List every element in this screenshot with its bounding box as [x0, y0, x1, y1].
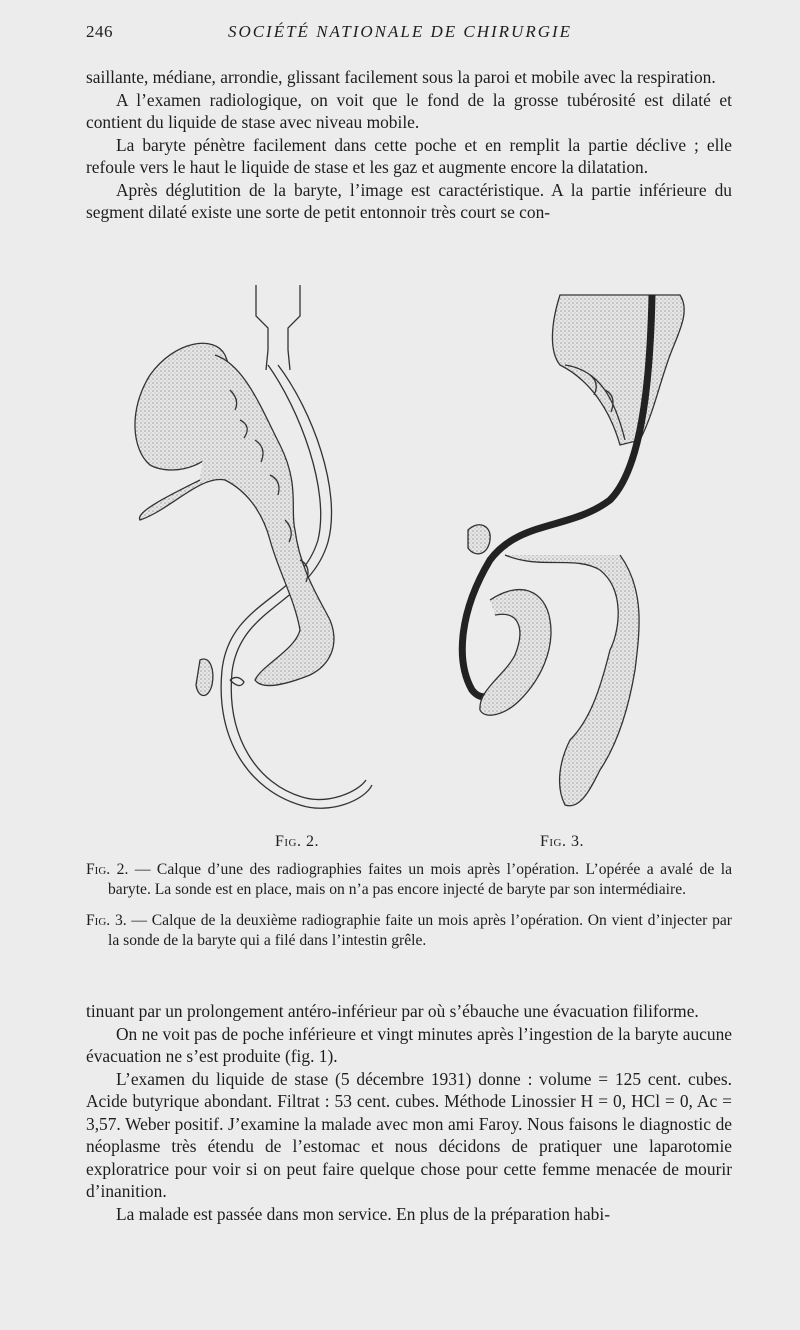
paragraph: L’examen du liquide de stase (5 décembre 1931) donne : volume = 125 cent. cubes. Acide butyrique abondant. Filtrat : 53 cent. cubes. Méthode Linossier H = 0, HCl = 0, Ac = 3,57. Weber positif. J’examine la malade avec mon ami Faroy. Nous faisons le diagnostic de néoplasme très étendu de l’estomac et nous décidons de pratiquer une laparotomie exploratrice pour voir si on peut faire quelque chose pour cette femme menacée de mourir d’inanition. [86, 1068, 732, 1201]
paragraph: On ne voit pas de poche inférieure et vingt minutes après l’ingestion de la baryte aucune évacuation ne s’est produite (fig. 1). [86, 1023, 732, 1066]
paragraph: La malade est passée dans mon service. En plus de la préparation habi- [116, 1203, 611, 1224]
caption-prefix: Fig. 3. [86, 912, 127, 929]
figure-3-label: Fig. 3. [540, 833, 585, 850]
running-head: SOCIÉTÉ NATIONALE DE CHIRURGIE [227, 22, 573, 41]
caption-fig3 [86, 911, 732, 951]
paragraph: A l’examen radiologique, on voit que le fond de la grosse tubérosité est dilaté et contient du liquide de stase avec niveau mobile. [86, 89, 732, 132]
figures-illustration [0, 270, 800, 830]
figure-3-drawing [462, 295, 684, 806]
caption-prefix: Fig. 2. [86, 861, 129, 878]
paragraph: La baryte pénètre facilement dans cette poche et en remplit la partie déclive ; elle refoule vers le haut le liquide de stase et les gaz et augmente encore la dilatation. [86, 134, 732, 177]
figure-2-label: Fig. 2. [275, 833, 320, 850]
figure-captions [86, 860, 732, 962]
paragraph: Après déglutition de la baryte, l’image est caractéristique. A la partie inférieure du segment dilaté existe une sorte de petit entonnoir très court se con- [86, 179, 732, 222]
caption-text: — Calque d’une des radiographies faites un mois après l’opération. L’opérée a avalé de la baryte. La sonde est en place, mais on n’a pas encore injecté de baryte par son intermédiaire. [108, 861, 732, 898]
figure-2-drawing [135, 285, 372, 808]
caption-fig2 [86, 860, 732, 900]
bottom-text-block [86, 1000, 732, 1225]
page-number: 246 [86, 22, 113, 41]
paragraph: tinuant par un prolongement antéro-inférieur par où s’ébauche une évacuation filiforme. [86, 1001, 699, 1021]
paragraph: saillante, médiane, arrondie, glissant facilement sous la paroi et mobile avec la respiration. [86, 67, 716, 87]
top-text-block [86, 66, 732, 224]
caption-text: — Calque de la deuxième radiographie faite un mois après l’opération. On vient d’injecter par la sonde de la baryte qui a filé dans l’intestin grêle. [108, 912, 732, 949]
